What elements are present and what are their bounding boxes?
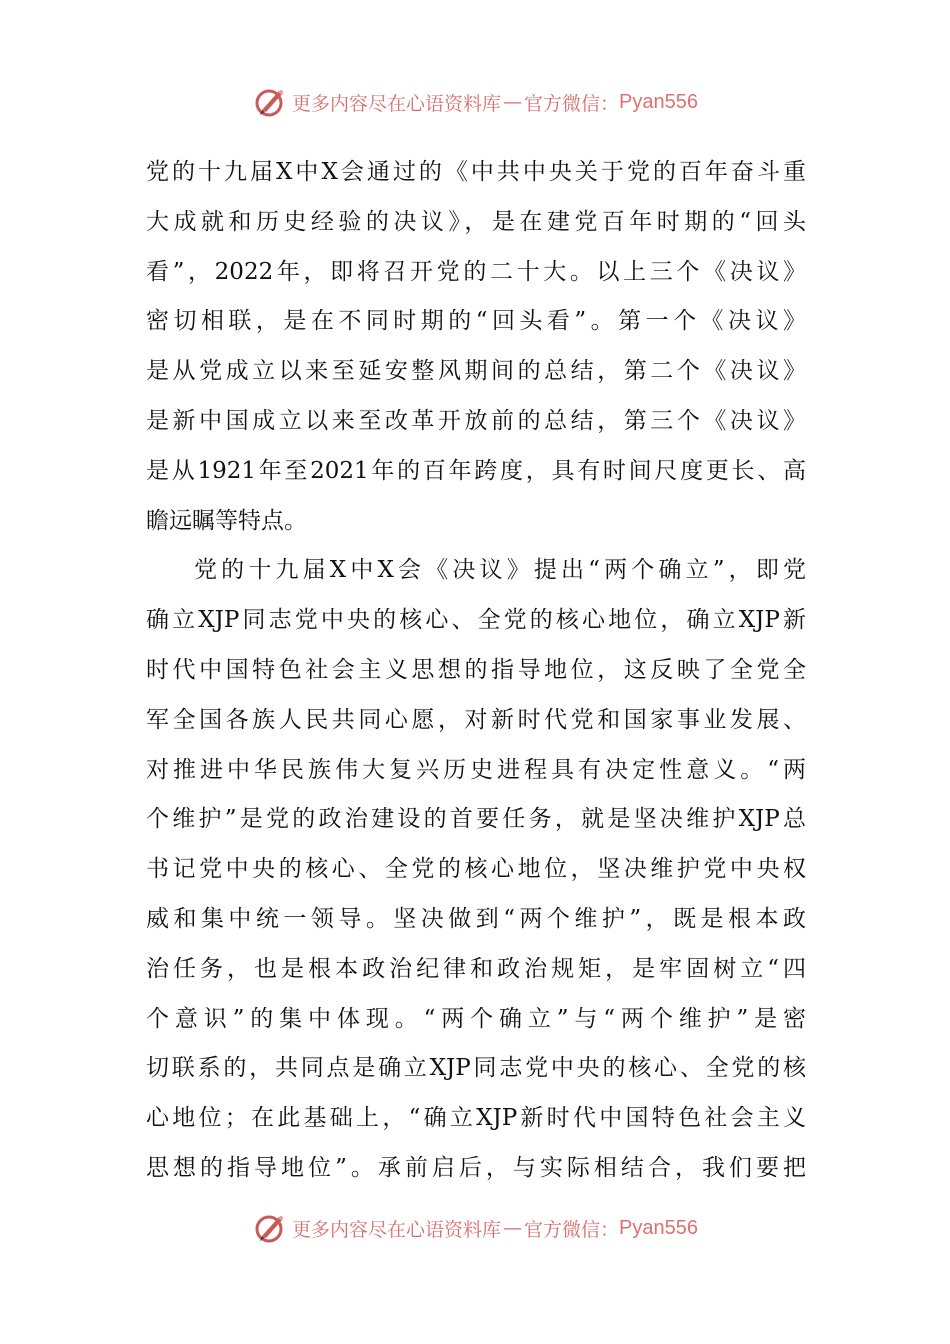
text-line: 是新中国成立以来至改革开放前的总结，第三个《决议》: [146, 407, 806, 434]
text-line: 威和集中统一领导。坚决做到“两个维护”，既是根本政: [146, 905, 806, 932]
banner-wechat-label: 官方微信：: [524, 92, 620, 115]
text-line: 书记党中央的核心、全党的核心地位，坚决维护党中央权: [146, 856, 806, 883]
text-line: 治任务，也是根本政治纪律和政治规矩，是牢固树立“四: [146, 955, 806, 982]
document-body: [146, 148, 806, 1194]
banner-dash: —: [503, 91, 523, 113]
text-line: 确立XJP同志党中央的核心、全党的核心地位，确立XJP新: [146, 607, 806, 634]
text-line: 对推进中华民族伟大复兴历史进程具有决定性意义。“两: [146, 756, 806, 783]
text-line: 大成就和历史经验的决议》，是在建党百年时期的“回头: [146, 208, 806, 235]
banner-title: 更多内容尽在心语资料库: [292, 92, 502, 115]
text-line: 军全国各族人民共同心愿，对新时代党和国家事业发展、: [146, 706, 806, 733]
pen-logo-icon: [252, 1210, 288, 1246]
text-line: 是从1921年至2021年的百年跨度，具有时间尺度更长、高: [146, 457, 806, 484]
footer-banner: [0, 1208, 950, 1248]
banner-wechat-id: Pyan556: [619, 90, 698, 113]
text-line: 党的十九届X中X会《决议》提出“两个确立”，即党: [194, 557, 806, 584]
text-line: 切联系的，共同点是确立XJP同志党中央的核心、全党的核: [146, 1055, 806, 1082]
text-line: 个意识”的集中体现。“两个确立”与“两个维护”是密: [146, 1005, 806, 1032]
banner-dash: —: [503, 1217, 523, 1239]
text-line: 思想的指导地位”。承前启后，与实际相结合，我们要把: [146, 1154, 806, 1181]
text-line: 密切相联，是在不同时期的“回头看”。第一个《决议》: [146, 308, 806, 335]
banner-wechat-id: Pyan556: [619, 1216, 698, 1239]
text-line: 心地位；在此基础上，“确立XJP新时代中国特色社会主义: [146, 1105, 806, 1132]
pen-logo-icon: [252, 84, 288, 120]
text-line: 瞻远瞩等特点。: [146, 507, 307, 534]
text-line: 个维护”是党的政治建设的首要任务，就是坚决维护XJP总: [146, 806, 806, 833]
banner-wechat-label: 官方微信：: [524, 1218, 620, 1241]
header-banner: [0, 82, 950, 122]
banner-title: 更多内容尽在心语资料库: [292, 1218, 502, 1241]
text-line: 时代中国特色社会主义思想的指导地位，这反映了全党全: [146, 656, 806, 683]
text-line: 是从党成立以来至延安整风期间的总结，第二个《决议》: [146, 358, 806, 385]
text-line: 看”，2022年，即将召开党的二十大。以上三个《决议》: [146, 258, 806, 285]
text-line: 党的十九届X中X会通过的《中共中央关于党的百年奋斗重: [146, 159, 806, 185]
